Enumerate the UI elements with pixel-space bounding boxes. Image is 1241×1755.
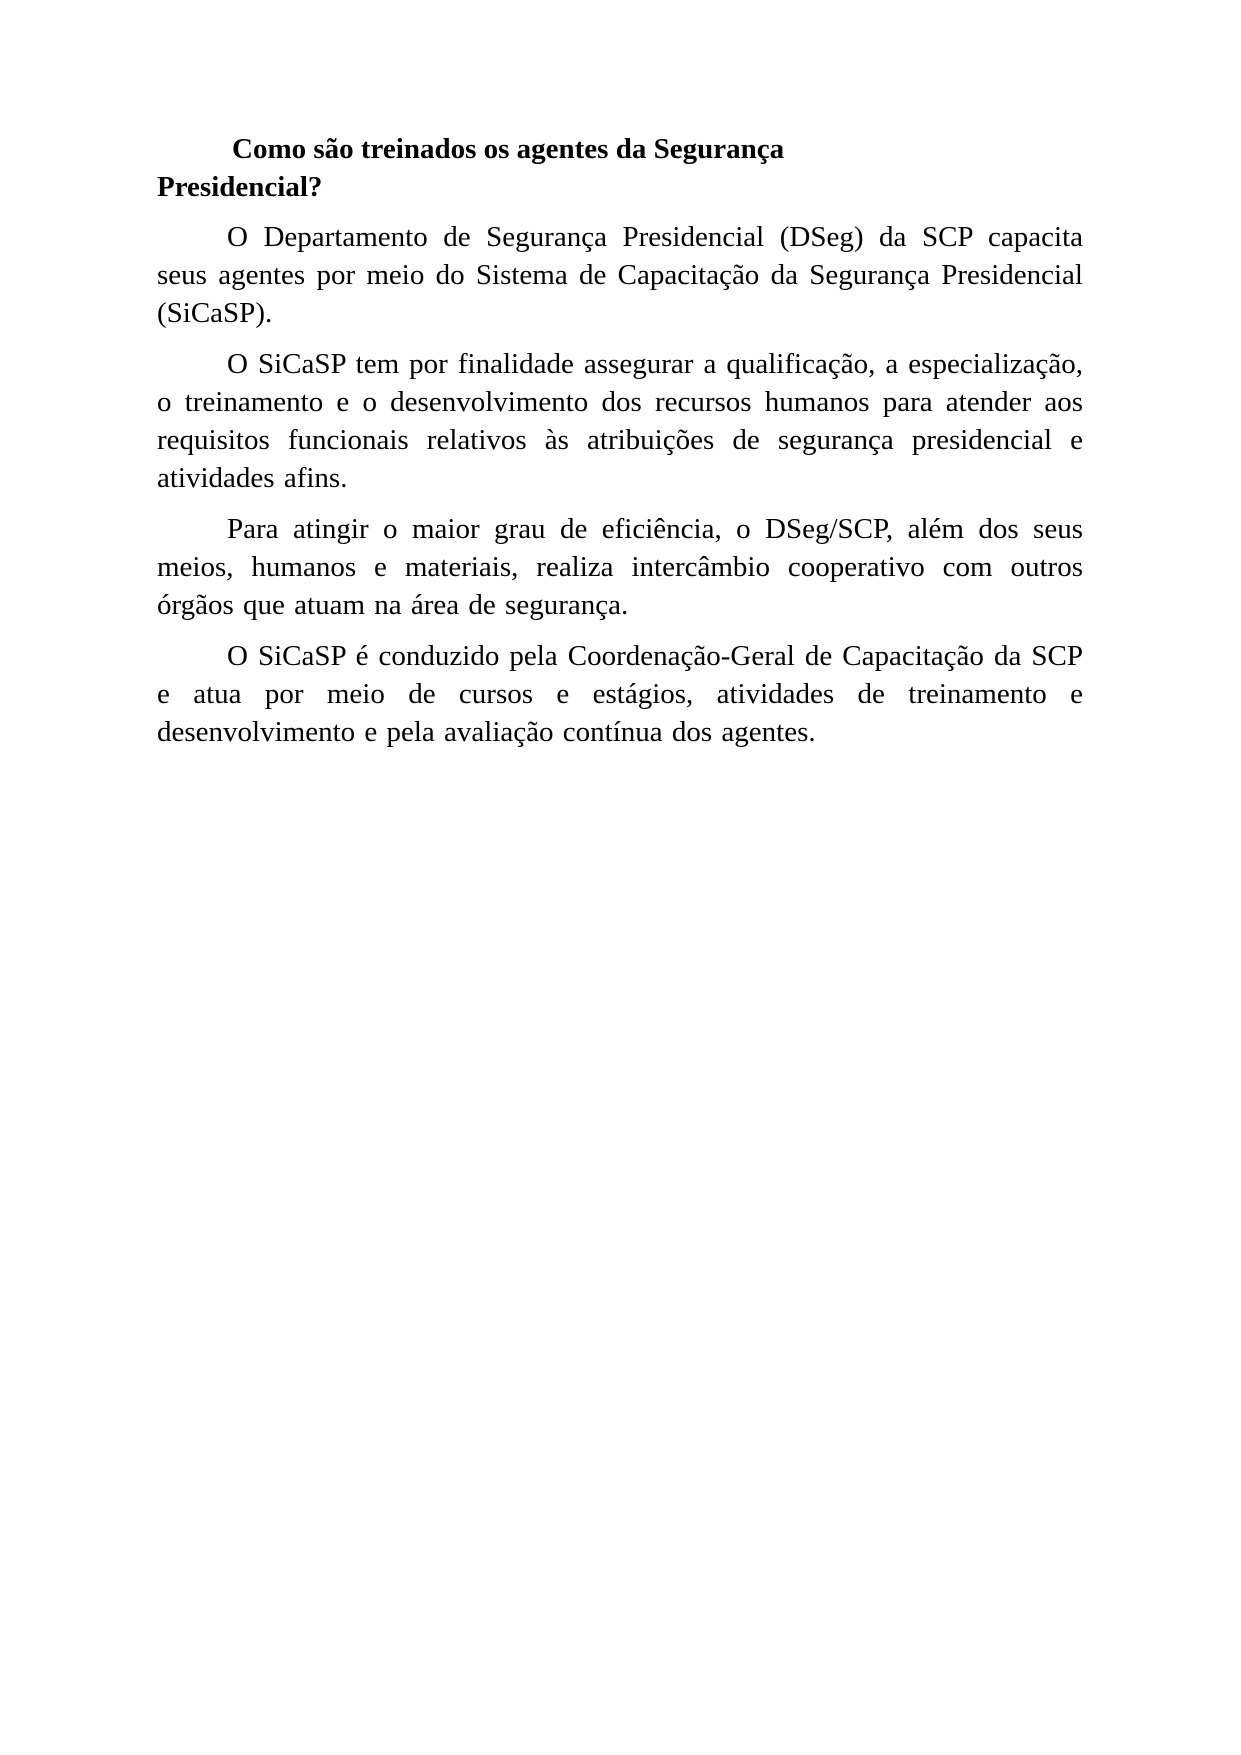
- page-title-line-2: Presidencial?: [157, 171, 323, 203]
- paragraph-4: O SiCaSP é conduzido pela Coordenação-Geral de Capacitação da SCP e atua por meio de cursos e estágios, atividades de treinamento e desenvolvimento e pela avaliação contínua dos agentes.: [157, 640, 1083, 748]
- paragraph-2: O SiCaSP tem por finalidade assegurar a qualificação, a especialização, o treinamento e o desenvolvimento dos recursos humanos para atender aos requisitos funcionais relativos às atribuições de segurança presidencial e atividades afins.: [157, 348, 1083, 494]
- paragraph-1: O Departamento de Segurança Presidencial (DSeg) da SCP capacita seus agentes por meio do Sistema de Capacitação da Segurança Presidencial (SiCaSP).: [157, 221, 1083, 329]
- paragraph-3: Para atingir o maior grau de eficiência, o DSeg/SCP, além dos seus meios, humanos e materiais, realiza intercâmbio cooperativo com outros órgãos que atuam na área de segurança.: [157, 513, 1083, 621]
- page-title: [157, 130, 1083, 206]
- page-title-line-1: Como são treinados os agentes da Segurança: [232, 133, 785, 165]
